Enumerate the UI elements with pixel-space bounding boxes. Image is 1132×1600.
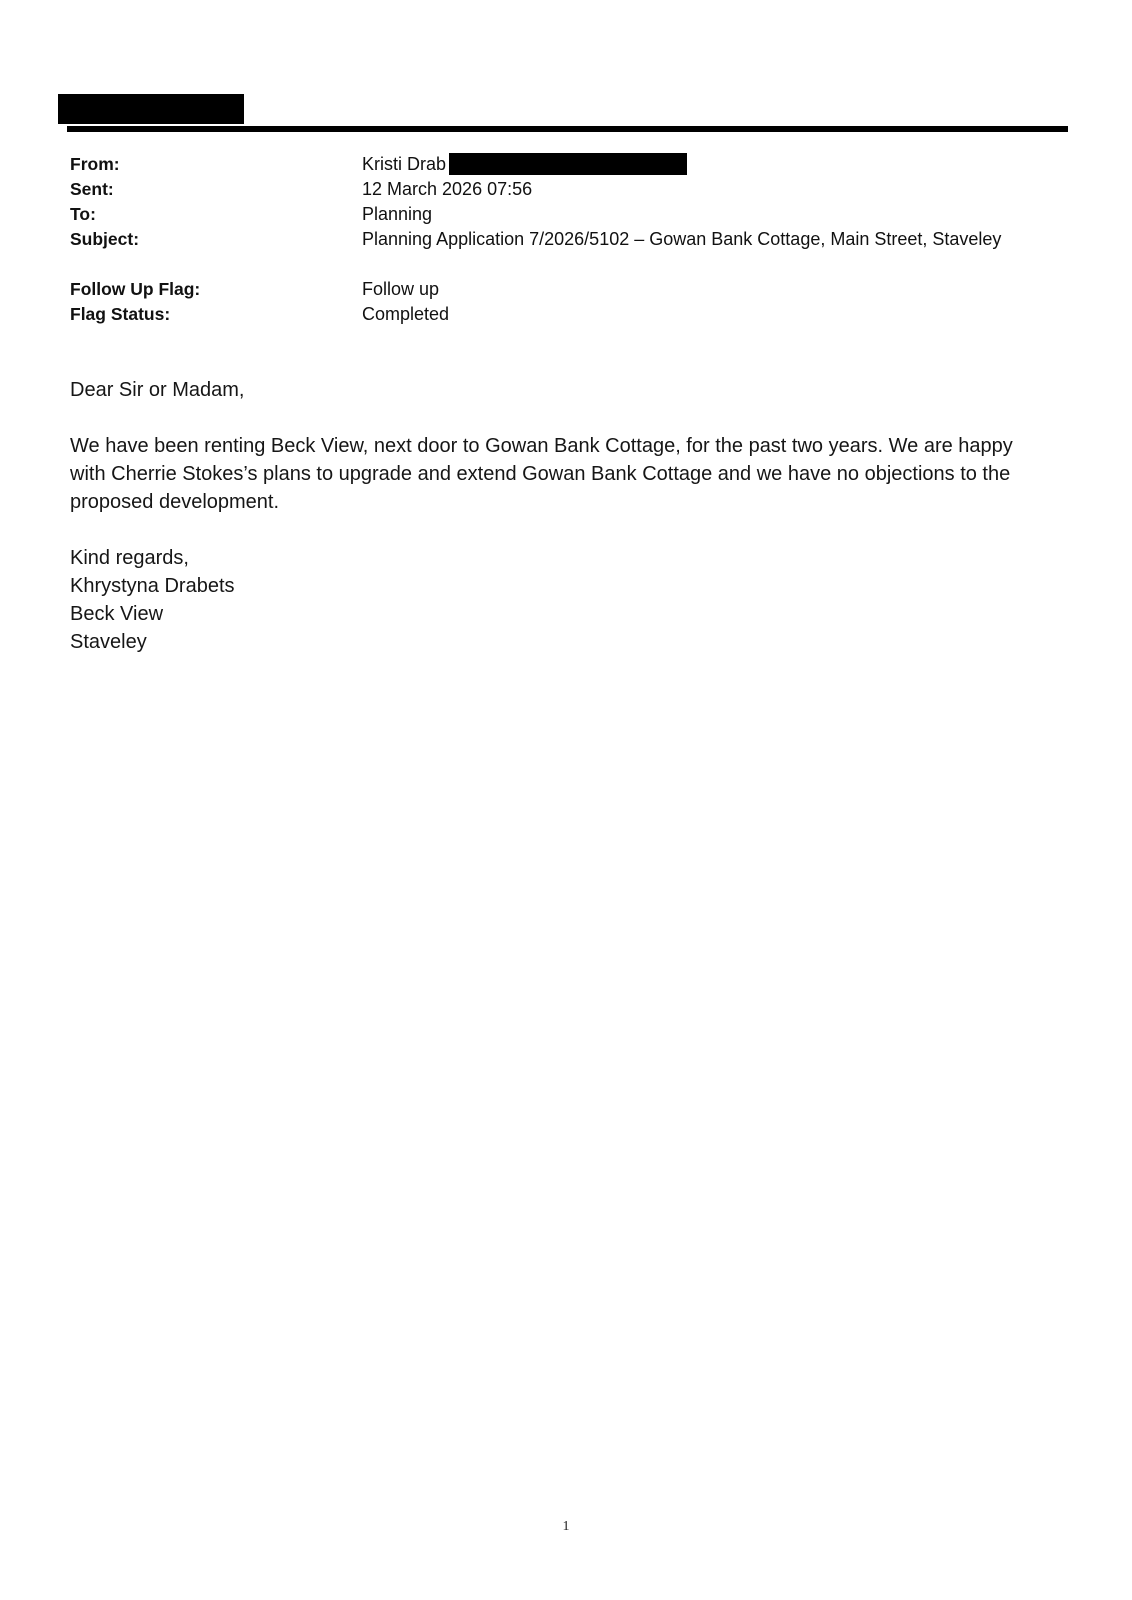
subject-label: Subject:	[70, 229, 140, 249]
header-divider	[67, 126, 1068, 132]
redacted-title-block	[58, 94, 244, 124]
from-field	[362, 153, 687, 175]
signature-block	[70, 544, 1050, 656]
greeting: Dear Sir or Madam,	[70, 379, 245, 401]
from-value: Kristi Drab	[362, 154, 447, 174]
follow-up-flag-label: Follow Up Flag:	[70, 279, 201, 299]
page-number: 1	[562, 1519, 570, 1534]
flag-status-label: Flag Status:	[70, 304, 171, 324]
flag-status-value: Completed	[362, 304, 450, 324]
to-label: To:	[70, 204, 96, 224]
signature-address-line-2: Staveley	[70, 631, 147, 653]
sent-value: 12 March 2026 07:56	[362, 179, 533, 199]
signature-name: Khrystyna Drabets	[70, 575, 235, 597]
sent-label: Sent:	[70, 179, 114, 199]
follow-up-flag-value: Follow up	[362, 279, 440, 299]
body-paragraph: We have been renting Beck View, next door to Gowan Bank Cottage, for the past two years. We are happy with Cherrie Stokes’s plans to upgrade and extend Gowan Bank Cottage and we have no objections to the proposed development.	[70, 435, 1013, 513]
subject-value: Planning Application 7/2026/5102 – Gowan Bank Cottage, Main Street, Staveley	[362, 229, 1002, 249]
from-label: From:	[70, 154, 120, 174]
signoff: Kind regards,	[70, 547, 189, 569]
signature-address-line-1: Beck View	[70, 603, 164, 625]
to-value: Planning	[362, 204, 433, 224]
redacted-email-block	[449, 153, 687, 175]
